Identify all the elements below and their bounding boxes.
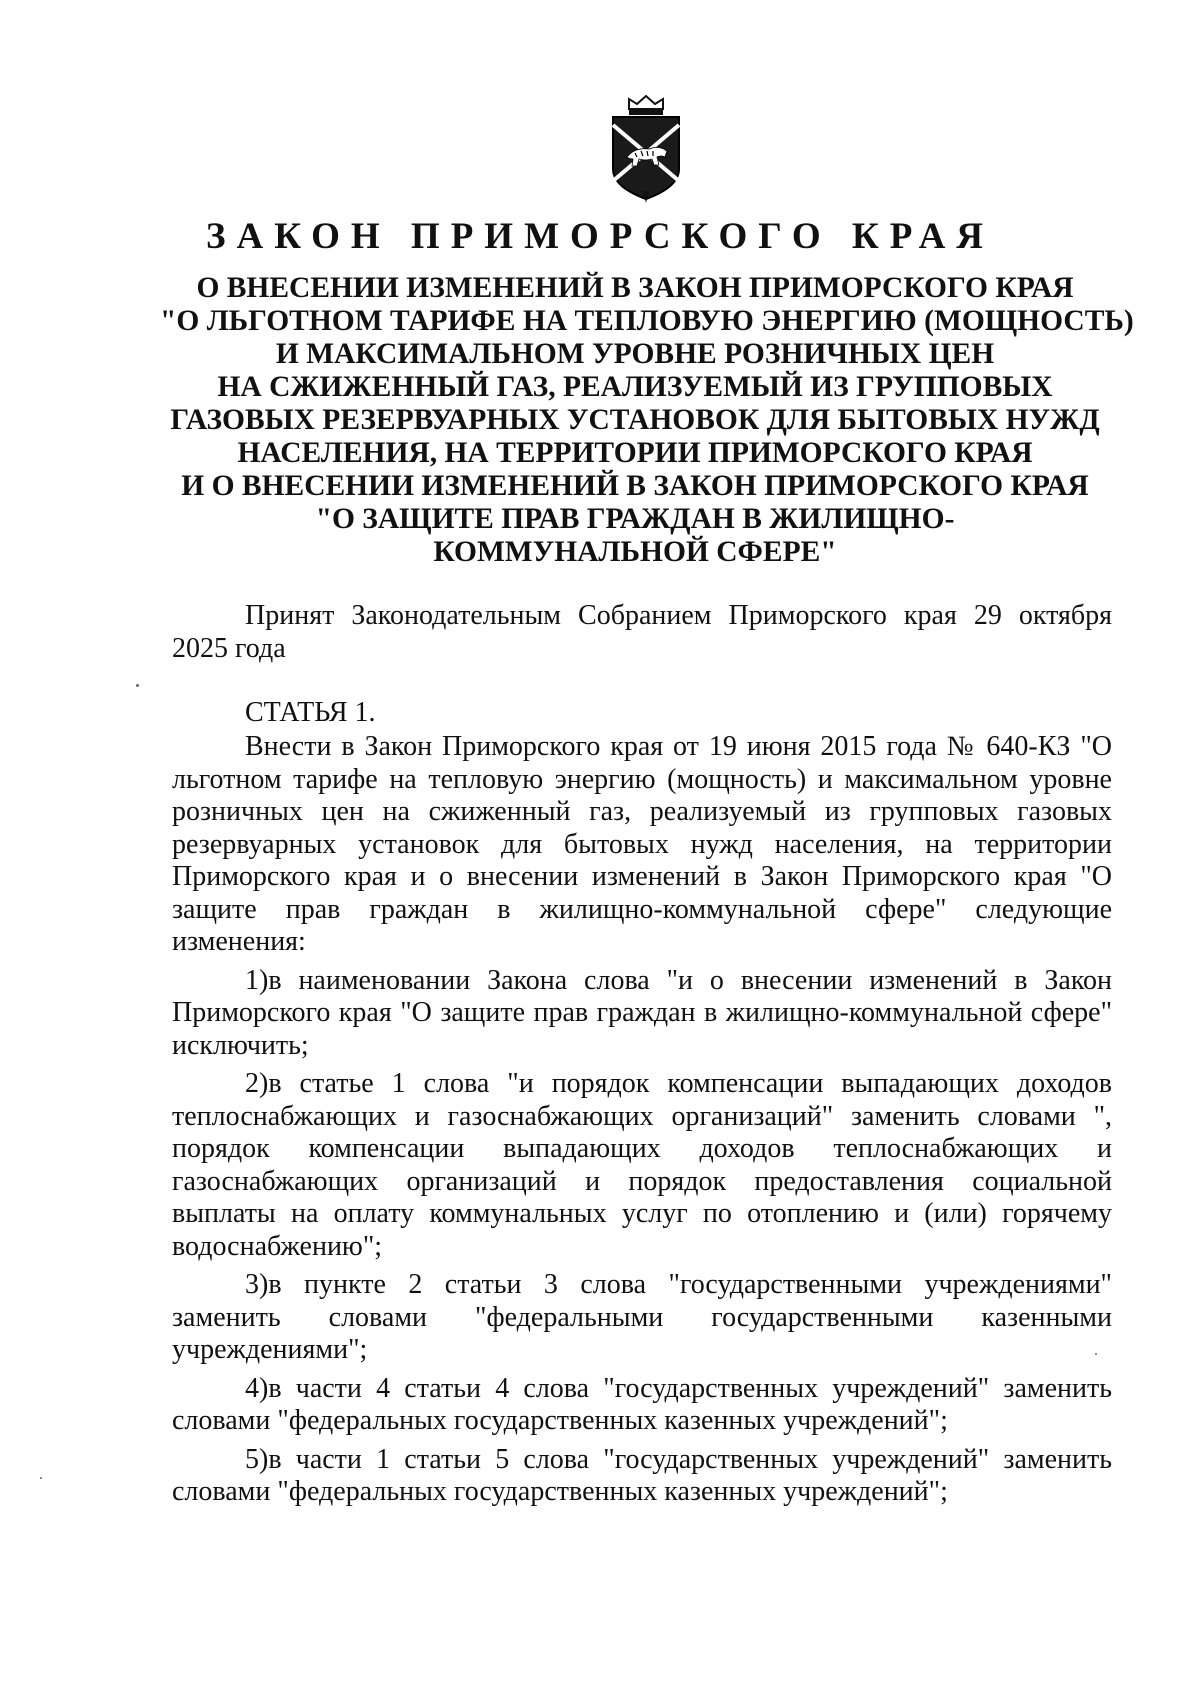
- scan-speck: [136, 684, 139, 687]
- subtitle-line: И О ВНЕСЕНИИ ИЗМЕНЕНИЙ В ЗАКОН ПРИМОРСКОГО КРАЯ: [181, 470, 1089, 502]
- subtitle-line: ГАЗОВЫХ РЕЗЕРВУАРНЫХ УСТАНОВОК ДЛЯ БЫТОВЫХ НУЖД: [170, 404, 1100, 436]
- adoption-text: Принят Законодательным Собранием Приморского края 29 октября 2025 года: [172, 600, 1112, 664]
- amendment-item: 4)в части 4 статьи 4 слова "государственных учреждений" заменить словами "федеральных государственных казенных учреждений";: [172, 1372, 1112, 1436]
- amendment-item: 1)в наименовании Закона слова "и о внесении изменений в Закон Приморского края "О защите прав граждан в жилищно-коммунальной сфере" исключить;: [172, 964, 1112, 1061]
- article-body: [172, 731, 1112, 1509]
- subtitle-line: "О ЛЬГОТНОМ ТАРИФЕ НА ТЕПЛОВУЮ ЭНЕРГИЮ (МОЩНОСТЬ): [160, 305, 1134, 337]
- amendment-item: 2)в статье 1 слова "и порядок компенсации выпадающих доходов теплоснабжающих и газоснабжающих организаций" заменить словами ", порядок компенсации выпадающих доходов теплоснабжающих и газоснабжающих организаций и порядок предоставления социальной выплаты на оплату коммунальных услуг по отоплению и (или) горячему водоснабжению";: [172, 1068, 1112, 1262]
- subtitle-line: "О ЗАЩИТЕ ПРАВ ГРАЖДАН В ЖИЛИЩНО-: [315, 503, 955, 535]
- adoption-note: [172, 600, 1112, 665]
- subtitle-line: НА СЖИЖЕННЫЙ ГАЗ, РЕАЛИЗУЕМЫЙ ИЗ ГРУППОВЫХ: [217, 371, 1053, 403]
- amendment-item: 3)в пункте 2 статьи 3 слова "государственными учреждениями" заменить словами "федеральными государственными казенными учреждениями";: [172, 1269, 1112, 1365]
- scan-speck: [1095, 1353, 1097, 1355]
- subtitle-line: НАСЕЛЕНИЯ, НА ТЕРРИТОРИИ ПРИМОРСКОГО КРАЯ: [237, 437, 1033, 469]
- primorsky-krai-coat-of-arms-icon: [605, 95, 687, 205]
- law-title: ЗАКОН ПРИМОРСКОГО КРАЯ: [205, 216, 995, 257]
- law-subtitle: [160, 272, 1134, 569]
- subtitle-line: КОММУНАЛЬНОЙ СФЕРЕ": [433, 536, 837, 568]
- subtitle-line: О ВНЕСЕНИИ ИЗМЕНЕНИЙ В ЗАКОН ПРИМОРСКОГО КРАЯ: [196, 272, 1074, 304]
- subtitle-line: И МАКСИМАЛЬНОМ УРОВНЕ РОЗНИЧНЫХ ЦЕН: [275, 338, 995, 370]
- amendment-item: 5)в части 1 статьи 5 слова "государственных учреждений" заменить словами "федеральных государственных казенных учреждений";: [172, 1443, 1112, 1507]
- article-heading: СТАТЬЯ 1.: [245, 697, 376, 728]
- scan-speck: [40, 1477, 42, 1479]
- article-intro: Внести в Закон Приморского края от 19 июня 2015 года № 640-КЗ "О льготном тарифе на тепловую энергию (мощность) и максимальном уровне розничных цен на сжиженный газ, реализуемый из групповых газовых резервуарных установок для бытовых нужд населения, на территории Приморского края и о внесении изменений в Закон Приморского края "О защите прав граждан в жилищно-коммунальной сфере" следующие изменения:: [172, 731, 1112, 957]
